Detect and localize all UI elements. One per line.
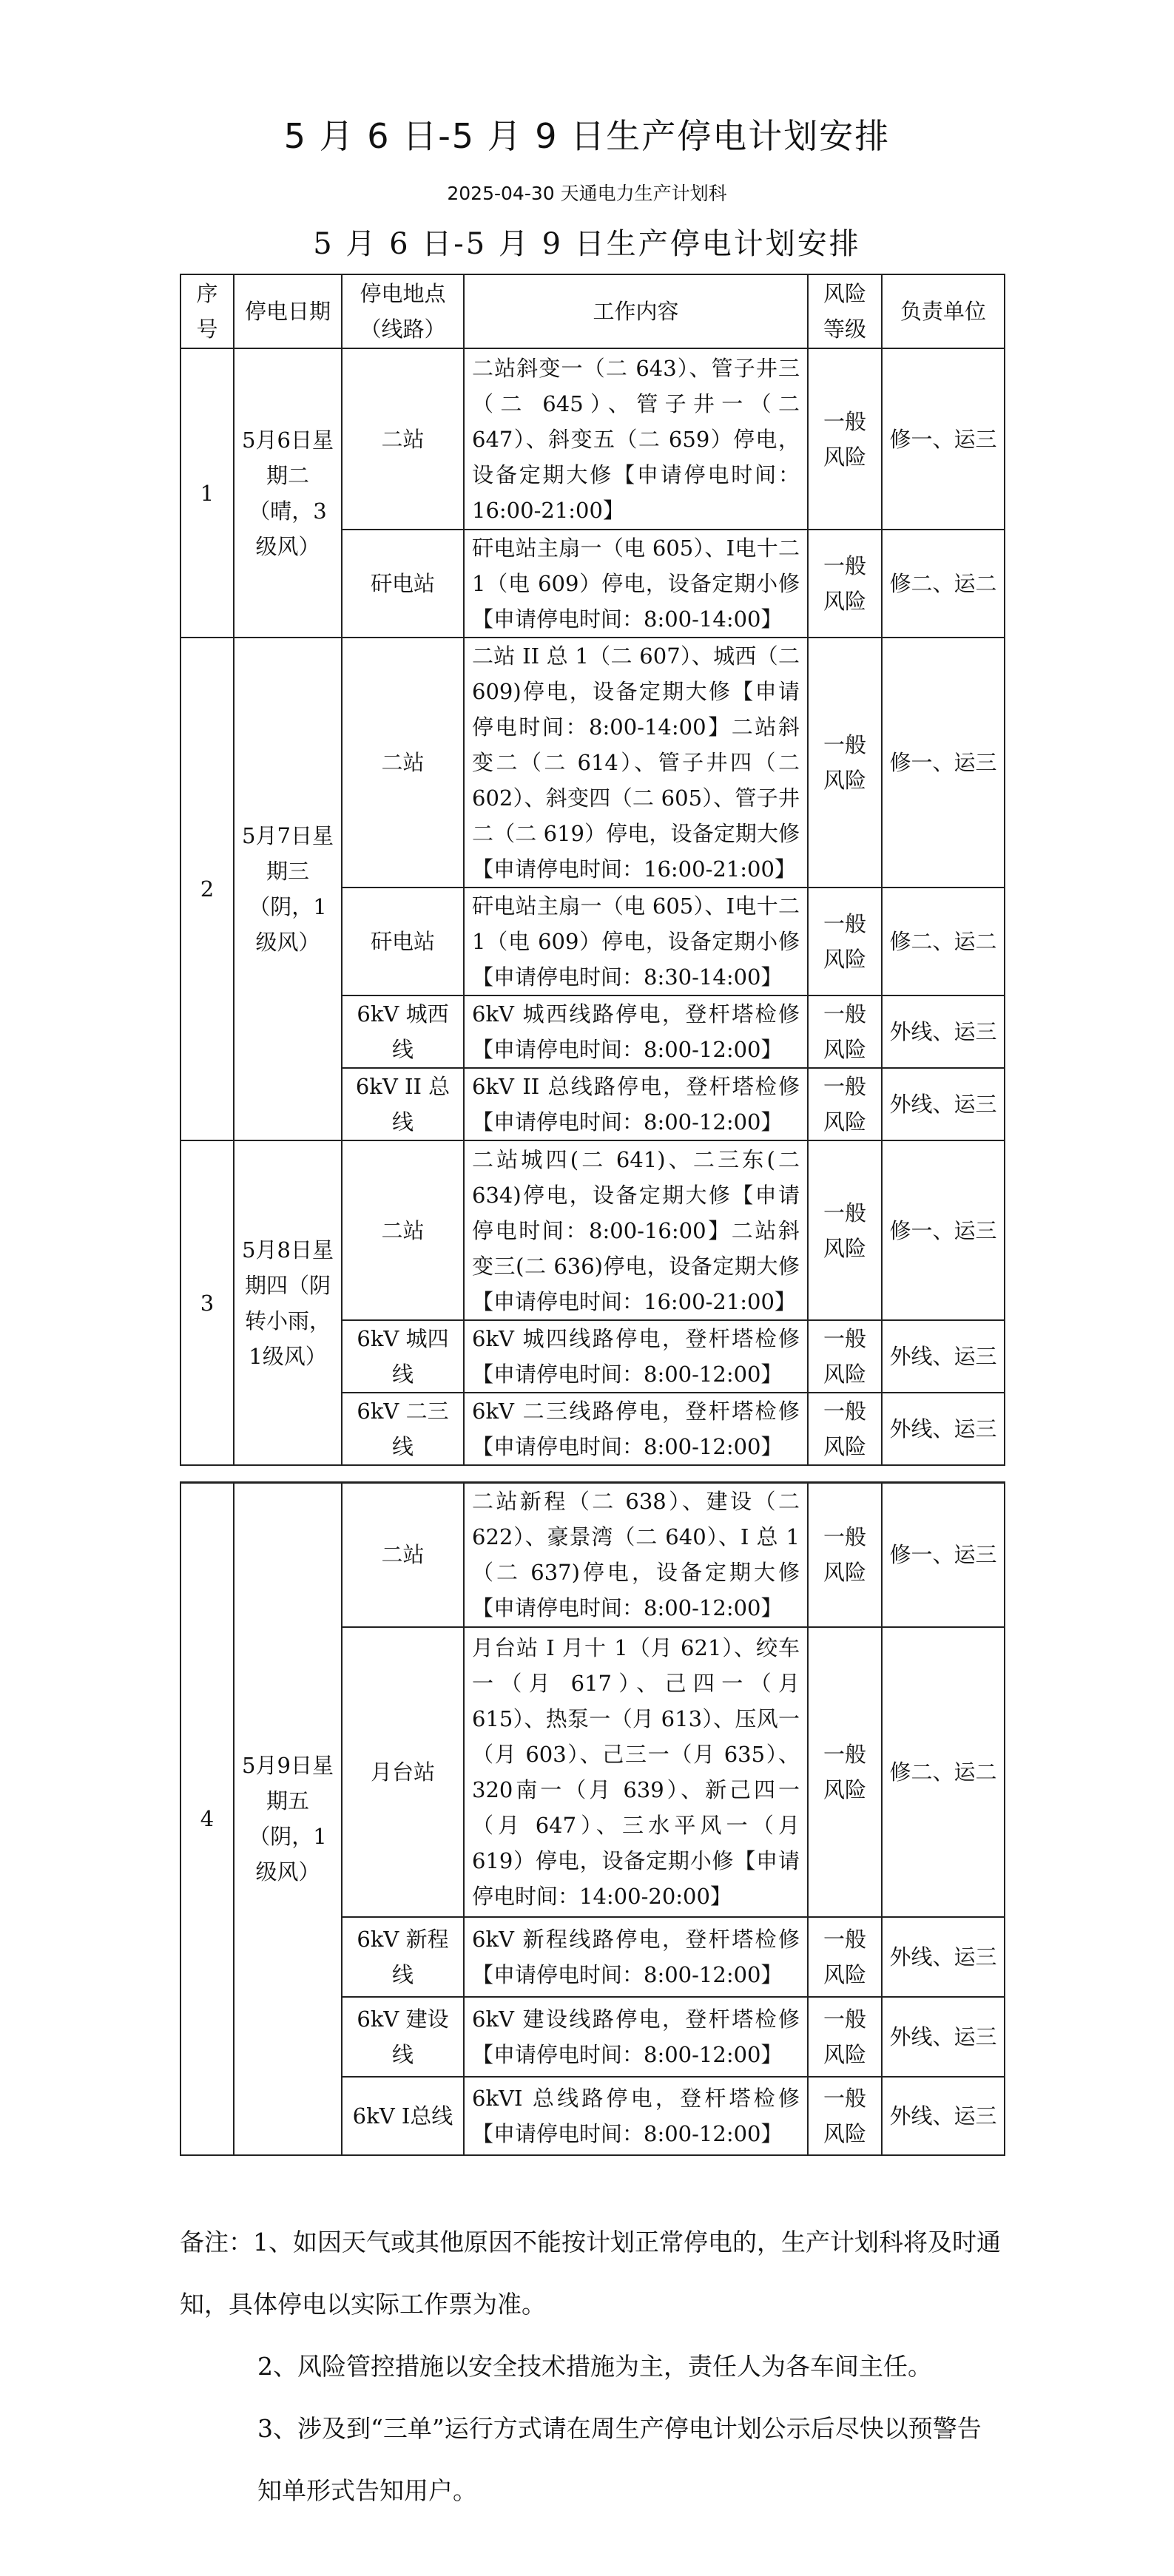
risk-cell: 一般风险 bbox=[808, 1627, 882, 1917]
risk-cell: 一般风险 bbox=[808, 1068, 882, 1140]
header-date: 停电日期 bbox=[234, 274, 342, 348]
risk-cell: 一般风险 bbox=[808, 1917, 882, 1997]
location-cell: 6kV 二三线 bbox=[342, 1393, 464, 1465]
risk-cell: 一般风险 bbox=[808, 638, 882, 888]
location-cell: 二站 bbox=[342, 1140, 464, 1320]
responsible-cell: 修一、运三 bbox=[882, 348, 1005, 530]
date-cell: 5月7日星期三（阴，1级风） bbox=[234, 638, 342, 1140]
responsible-cell: 修一、运三 bbox=[882, 1483, 1005, 1627]
responsible-cell: 修二、运二 bbox=[882, 888, 1005, 995]
date-cell: 5月6日星期二（晴，3级风） bbox=[234, 348, 342, 638]
location-cell: 6kV 城四线 bbox=[342, 1320, 464, 1393]
note-3: 3、涉及到“三单”运行方式请在周生产停电计划公示后尽快以预警告知单形式告知用户。 bbox=[257, 2414, 982, 2505]
table-title: 5 月 6 日-5 月 9 日生产停电计划安排 bbox=[313, 227, 861, 261]
outage-plan-table bbox=[180, 274, 1005, 1466]
responsible-cell: 外线、运三 bbox=[882, 1393, 1005, 1465]
location-cell: 6kV 新程线 bbox=[342, 1917, 464, 1997]
location-cell: 矸电站 bbox=[342, 888, 464, 995]
content-cell: 6kV 新程线路停电，登杆塔检修【申请停电时间：8:00-12:00】 bbox=[464, 1917, 808, 1997]
header-responsible: 负责单位 bbox=[882, 274, 1005, 348]
header-location: 停电地点（线路） bbox=[342, 274, 464, 348]
content-cell: 6kV 城西线路停电，登杆塔检修【申请停电时间：8:00-12:00】 bbox=[464, 995, 808, 1068]
risk-cell: 一般风险 bbox=[808, 2077, 882, 2155]
location-cell: 月台站 bbox=[342, 1627, 464, 1917]
content-cell: 6kVI 总线路停电，登杆塔检修【申请停电时间：8:00-12:00】 bbox=[464, 2077, 808, 2155]
risk-cell: 一般风险 bbox=[808, 1140, 882, 1320]
table-row bbox=[181, 1140, 1005, 1320]
table-header-row bbox=[181, 274, 1005, 348]
content-cell: 6kV 二三线路停电，登杆塔检修【申请停电时间：8:00-12:00】 bbox=[464, 1393, 808, 1465]
seq-cell: 2 bbox=[181, 638, 234, 1140]
content-cell: 矸电站主扇一（电 605）、Ⅰ电十二1（电 609）停电，设备定期小修【申请停电时间：8:30-14:00】 bbox=[464, 888, 808, 995]
risk-cell: 一般风险 bbox=[808, 1483, 882, 1627]
risk-cell: 一般风险 bbox=[808, 1320, 882, 1393]
date-cell: 5月9日星期五（阴，1级风） bbox=[234, 1483, 342, 2155]
responsible-cell: 外线、运三 bbox=[882, 1917, 1005, 1997]
note-2: 2、风险管控措施以安全技术措施为主，责任人为各车间主任。 bbox=[257, 2352, 932, 2381]
responsible-cell: 修一、运三 bbox=[882, 638, 1005, 888]
location-cell: 矸电站 bbox=[342, 530, 464, 638]
page-title: 5 月 6 日-5 月 9 日生产停电计划安排 bbox=[283, 116, 891, 156]
table-row bbox=[181, 1483, 1005, 1627]
risk-cell: 一般风险 bbox=[808, 348, 882, 530]
content-cell: 6kV 城四线路停电，登杆塔检修【申请停电时间：8:00-12:00】 bbox=[464, 1320, 808, 1393]
publish-info: 2025-04-30 天通电力生产计划科 bbox=[447, 183, 727, 204]
seq-cell: 3 bbox=[181, 1140, 234, 1465]
location-cell: 二站 bbox=[342, 1483, 464, 1627]
risk-cell: 一般风险 bbox=[808, 1997, 882, 2077]
responsible-cell: 修二、运二 bbox=[882, 530, 1005, 638]
responsible-cell: 修二、运二 bbox=[882, 1627, 1005, 1917]
location-cell: 6kV II 总线 bbox=[342, 1068, 464, 1140]
risk-cell: 一般风险 bbox=[808, 1393, 882, 1465]
date-cell: 5月8日星期四（阴转小雨，1级风） bbox=[234, 1140, 342, 1465]
outage-plan-table-continued bbox=[180, 1481, 1005, 2156]
content-cell: 月台站 I 月十 1（月 621）、绞车一（月 617）、己四一（月 615）、热泵一（月 613）、压风一（月 603）、己三一（月 635）、320南一（月 639）、新己四一（月 647）、三水平风一（月 619）停电，设备定期小修【申请停电时间：14:00-20:00】 bbox=[464, 1627, 808, 1917]
seq-cell: 1 bbox=[181, 348, 234, 638]
note-1: 备注：1、如因天气或其他原因不能按计划正常停电的，生产计划科将及时通知，具体停电以实际工作票为准。 bbox=[180, 2228, 1001, 2319]
header-risk: 风险等级 bbox=[808, 274, 882, 348]
header-content: 工作内容 bbox=[464, 274, 808, 348]
location-cell: 二站 bbox=[342, 638, 464, 888]
notes-section bbox=[180, 2211, 1004, 2522]
responsible-cell: 修一、运三 bbox=[882, 1140, 1005, 1320]
risk-cell: 一般风险 bbox=[808, 530, 882, 638]
risk-cell: 一般风险 bbox=[808, 888, 882, 995]
content-cell: 二站斜变一（二 643）、管子井三（二 645）、管子井一（二 647）、斜变五（二 659）停电，设备定期大修【申请停电时间：16:00-21:00】 bbox=[464, 348, 808, 530]
content-cell: 6kV 建设线路停电，登杆塔检修【申请停电时间：8:00-12:00】 bbox=[464, 1997, 808, 2077]
content-cell: 二站 II 总 1（二 607）、城西（二 609)停电，设备定期大修【申请停电时间：8:00-14:00】二站斜变二（二 614）、管子井四（二 602）、斜变四（二 605）、管子井二（二 619）停电，设备定期大修【申请停电时间：16:00-21:00】 bbox=[464, 638, 808, 888]
responsible-cell: 外线、运三 bbox=[882, 995, 1005, 1068]
location-cell: 6kV 建设线 bbox=[342, 1997, 464, 2077]
responsible-cell: 外线、运三 bbox=[882, 2077, 1005, 2155]
content-cell: 6kV II 总线路停电，登杆塔检修【申请停电时间：8:00-12:00】 bbox=[464, 1068, 808, 1140]
responsible-cell: 外线、运三 bbox=[882, 1320, 1005, 1393]
seq-cell: 4 bbox=[181, 1483, 234, 2155]
location-cell: 二站 bbox=[342, 348, 464, 530]
risk-cell: 一般风险 bbox=[808, 995, 882, 1068]
responsible-cell: 外线、运三 bbox=[882, 1997, 1005, 2077]
header-seq: 序号 bbox=[181, 274, 234, 348]
location-cell: 6kV 城西线 bbox=[342, 995, 464, 1068]
content-cell: 矸电站主扇一（电 605）、Ⅰ电十二1（电 609）停电，设备定期小修【申请停电时间：8:00-14:00】 bbox=[464, 530, 808, 638]
table-row bbox=[181, 348, 1005, 530]
table-row bbox=[181, 638, 1005, 888]
content-cell: 二站城四(二 641)、二三东(二 634)停电，设备定期大修【申请停电时间：8:00-16:00】二站斜变三(二 636)停电，设备定期大修【申请停电时间：16:00-21:00】 bbox=[464, 1140, 808, 1320]
responsible-cell: 外线、运三 bbox=[882, 1068, 1005, 1140]
location-cell: 6kV Ⅰ总线 bbox=[342, 2077, 464, 2155]
content-cell: 二站新程（二 638）、建设（二 622）、豪景湾（二 640）、I 总 1（二 637)停电，设备定期大修【申请停电时间：8:00-12:00】 bbox=[464, 1483, 808, 1627]
